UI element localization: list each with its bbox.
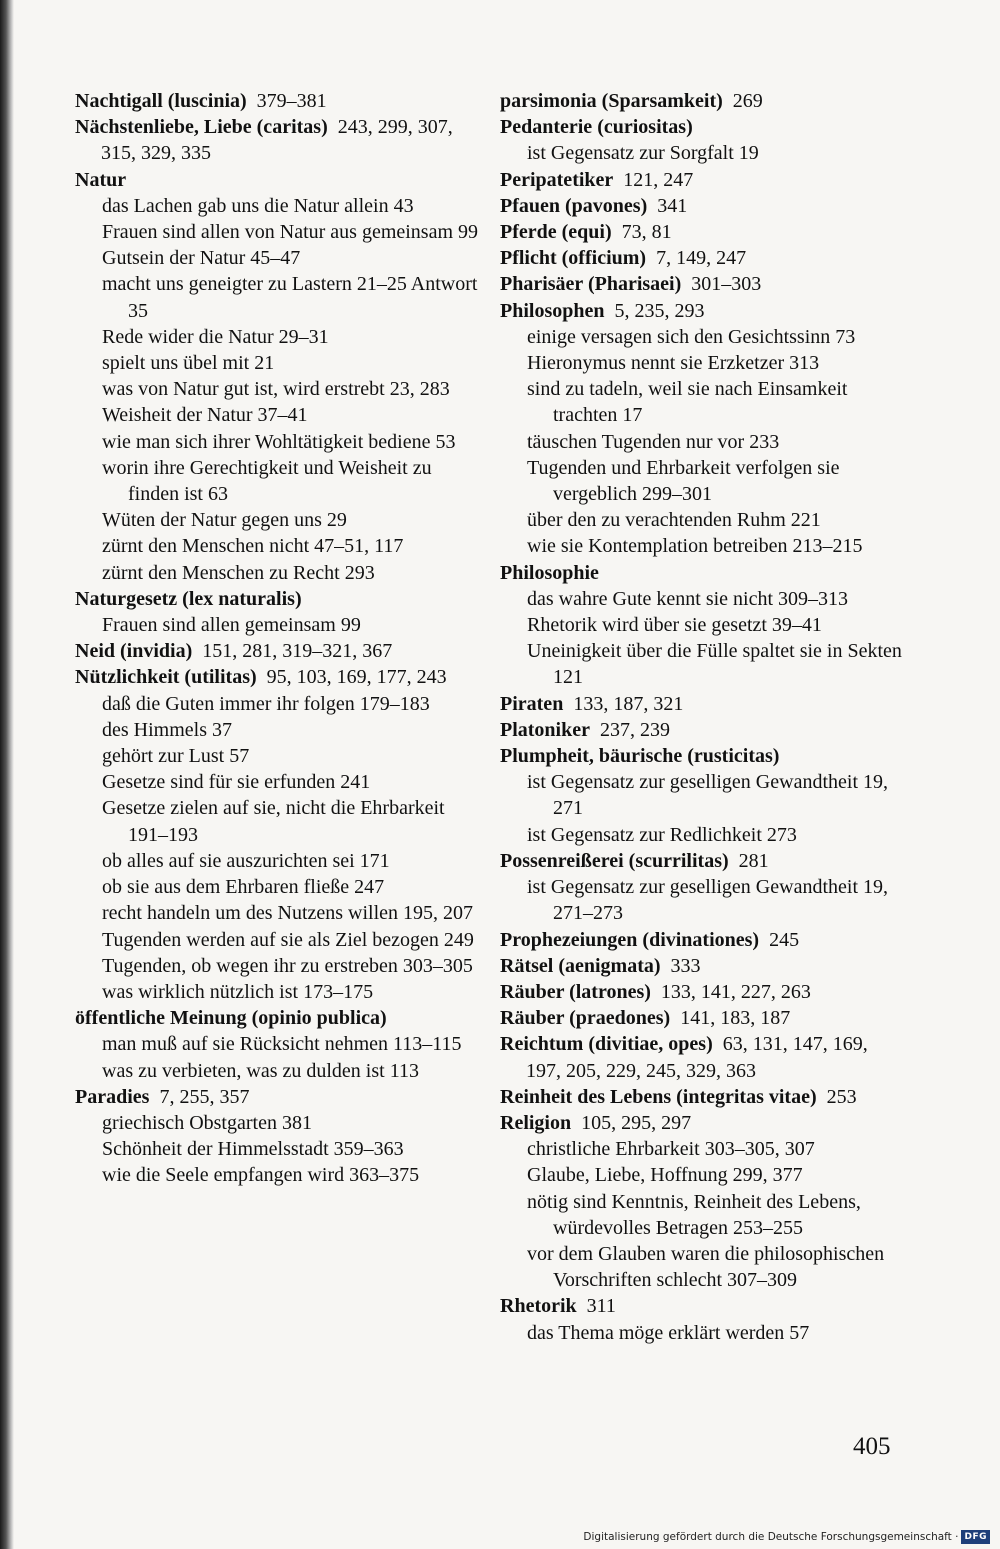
index-subentry — [500, 324, 905, 350]
index-subentry-text: Tugenden, ob wegen ihr zu erstreben 303–305 — [102, 954, 473, 977]
index-subentry-text: was von Natur gut ist, wird erstrebt 23, 283 — [102, 378, 450, 401]
index-entry — [75, 167, 480, 193]
index-term: Prophezeiungen (divinationes) — [500, 928, 760, 951]
index-term: Nächstenliebe, Liebe (caritas) — [75, 116, 328, 139]
page-number: 405 — [853, 1433, 891, 1460]
index-page-refs: 141, 183, 187 — [680, 1007, 791, 1030]
index-subentry — [75, 455, 480, 507]
index-term: Plumpheit, bäurische (rusticitas) — [500, 745, 780, 768]
index-page-refs: 73, 81 — [621, 221, 672, 244]
index-subentry — [75, 979, 480, 1005]
index-subentry — [500, 769, 905, 821]
index-entry — [500, 1110, 905, 1136]
index-subentry-text: ist Gegensatz zur Sorgfalt 19 — [527, 142, 759, 165]
index-page-refs: 5, 235, 293 — [614, 299, 705, 322]
index-subentry-text: zürnt den Menschen nicht 47–51, 117 — [102, 535, 404, 558]
index-subentry — [500, 638, 905, 690]
index-subentry — [500, 1189, 905, 1241]
index-page-refs: 133, 141, 227, 263 — [660, 980, 811, 1003]
index-entry — [500, 114, 905, 140]
index-subentry-text: daß die Guten immer ihr folgen 179–183 — [102, 692, 430, 715]
index-subentry-text: Weisheit der Natur 37–41 — [102, 404, 308, 427]
index-subentry-text: Frauen sind allen gemeinsam 99 — [102, 614, 361, 637]
index-subentry — [75, 848, 480, 874]
index-subentry-text: Rede wider die Natur 29–31 — [102, 325, 329, 348]
index-page-refs: 379–381 — [256, 90, 327, 112]
index-subentry — [500, 586, 905, 612]
index-subentry — [500, 612, 905, 638]
index-subentry-text: Tugenden werden auf sie als Ziel bezogen 249 — [102, 928, 474, 951]
index-term: Pferde (equi) — [500, 221, 612, 244]
index-entry — [500, 245, 905, 271]
index-subentry — [75, 691, 480, 717]
index-subentry — [500, 507, 905, 533]
index-term: Naturgesetz (lex naturalis) — [75, 587, 302, 610]
index-subentry — [500, 874, 905, 926]
index-subentry-text: wie sie Kontemplation betreiben 213–215 — [527, 535, 863, 558]
index-entry — [500, 193, 905, 219]
index-term: Reinheit des Lebens (integritas vitae) — [500, 1085, 817, 1108]
index-subentry-text: ist Gegensatz zur geselligen Gewandtheit 19, 271–273 — [527, 876, 888, 925]
index-entry — [500, 1031, 905, 1083]
index-entry — [500, 953, 905, 979]
index-subentry — [75, 874, 480, 900]
index-subentry — [75, 533, 480, 559]
index-entry — [500, 167, 905, 193]
index-term: Räuber (praedones) — [500, 1007, 671, 1030]
index-page-refs: 7, 149, 247 — [656, 247, 747, 270]
index-subentry-text: ob sie aus dem Ehrbaren fließe 247 — [102, 876, 385, 899]
index-entry — [500, 1293, 905, 1319]
index-term: Possenreißerei (scurrilitas) — [500, 849, 729, 872]
index-page-refs: 121, 247 — [623, 168, 694, 191]
index-page-refs: 105, 295, 297 — [581, 1111, 692, 1134]
index-term: Rhetorik — [500, 1295, 577, 1318]
index-page-refs: 63, 131, 147, 169, 197, 205, 229, 245, 329, 363 — [526, 1033, 868, 1082]
index-entry — [75, 1005, 480, 1031]
index-subentry — [75, 1136, 480, 1162]
index-term: Philosophen — [500, 299, 605, 322]
index-subentry-text: Gesetze sind für sie erfunden 241 — [102, 771, 371, 794]
footer-credit: Digitalisierung gefördert durch die Deutsche Forschungsgemeinschaft · — [583, 1531, 959, 1543]
index-subentry-text: das Lachen gab uns die Natur allein 43 — [102, 194, 414, 217]
index-subentry — [500, 455, 905, 507]
index-term: parsimonia (Sparsamkeit) — [500, 90, 723, 112]
index-subentry-text: das wahre Gute kennt sie nicht 309–313 — [527, 587, 849, 610]
index-page-refs: 253 — [826, 1085, 857, 1108]
index-subentry-text: was zu verbieten, was zu dulden ist 113 — [102, 1059, 419, 1082]
index-subentry-text: ob alles auf sie auszurichten sei 171 — [102, 849, 390, 872]
index-page-refs: 269 — [732, 90, 763, 112]
index-subentry — [75, 717, 480, 743]
index-subentry — [75, 560, 480, 586]
index-subentry — [500, 140, 905, 166]
index-subentry-text: täuschen Tugenden nur vor 233 — [527, 430, 780, 453]
index-subentry — [500, 533, 905, 559]
index-subentry — [75, 769, 480, 795]
index-subentry — [75, 1058, 480, 1084]
index-entry — [500, 1005, 905, 1031]
index-subentry — [75, 743, 480, 769]
index-subentry-text: Glaube, Liebe, Hoffnung 299, 377 — [527, 1164, 803, 1187]
index-subentry — [500, 429, 905, 455]
index-page-refs: 243, 299, 307, 315, 329, 335 — [101, 116, 453, 165]
index-page-refs: 311 — [586, 1295, 616, 1318]
index-term: Paradies — [75, 1085, 150, 1108]
index-subentry — [75, 1110, 480, 1136]
index-subentry-text: Gesetze zielen auf sie, nicht die Ehrbarkeit 191–193 — [102, 797, 445, 846]
index-subentry — [75, 219, 480, 245]
index-subentry-text: ist Gegensatz zur geselligen Gewandtheit 19, 271 — [527, 771, 888, 820]
index-page-refs: 133, 187, 321 — [573, 692, 684, 715]
index-subentry-text: zürnt den Menschen zu Recht 293 — [102, 561, 375, 584]
index-entry — [75, 664, 480, 690]
index-term: Räuber (latrones) — [500, 980, 651, 1003]
index-subentry — [75, 1031, 480, 1057]
index-subentry — [75, 1162, 480, 1188]
index-term: Natur — [75, 168, 127, 191]
index-term: Pedanterie (curiositas) — [500, 116, 693, 139]
index-subentry-text: nötig sind Kenntnis, Reinheit des Lebens, würdevolles Betragen 253–255 — [527, 1190, 861, 1239]
index-subentry-text: man muß auf sie Rücksicht nehmen 113–115 — [102, 1033, 462, 1056]
index-subentry — [75, 193, 480, 219]
index-subentry-text: christliche Ehrbarkeit 303–305, 307 — [527, 1138, 815, 1161]
index-subentry-text: sind zu tadeln, weil sie nach Einsamkeit trachten 17 — [527, 378, 848, 427]
index-subentry-text: des Himmels 37 — [102, 718, 232, 741]
index-term: Philosophie — [500, 561, 599, 584]
index-subentry-text: Rhetorik wird über sie gesetzt 39–41 — [527, 614, 822, 637]
index-page-refs: 301–303 — [691, 273, 762, 296]
index-subentry-text: wie die Seele empfangen wird 363–375 — [102, 1164, 420, 1187]
index-entry — [75, 586, 480, 612]
index-entry — [75, 1084, 480, 1110]
index-subentry — [75, 324, 480, 350]
index-page-refs: 151, 281, 319–321, 367 — [202, 640, 393, 663]
index-subentry-text: Tugenden und Ehrbarkeit verfolgen sie vergeblich 299–301 — [527, 456, 840, 506]
index-subentry-text: griechisch Obstgarten 381 — [102, 1111, 312, 1134]
index-entry — [75, 638, 480, 664]
index-entry — [500, 743, 905, 769]
index-entry — [500, 88, 905, 114]
digitization-footer — [583, 1530, 990, 1544]
index-subentry-text: ist Gegensatz zur Redlichkeit 273 — [527, 823, 797, 846]
index-subentry-text: einige versagen sich den Gesichtssinn 73 — [527, 325, 856, 348]
index-column-left — [75, 88, 480, 1189]
index-subentry-text: wie man sich ihrer Wohltätigkeit bediene 53 — [102, 430, 456, 453]
index-entry — [75, 114, 480, 166]
index-term: Nachtigall (luscinia) — [75, 90, 247, 112]
index-subentry-text: Wüten der Natur gegen uns 29 — [102, 509, 347, 532]
index-page-refs: 95, 103, 169, 177, 243 — [266, 666, 447, 689]
index-term: Peripatetiker — [500, 168, 614, 191]
index-subentry — [75, 900, 480, 926]
index-subentry — [500, 350, 905, 376]
dfg-logo: DFG — [961, 1530, 990, 1544]
index-subentry — [75, 429, 480, 455]
index-entry — [500, 1084, 905, 1110]
index-term: Platoniker — [500, 718, 590, 741]
index-subentry — [75, 350, 480, 376]
index-entry — [500, 271, 905, 297]
index-subentry-text: gehört zur Lust 57 — [102, 745, 250, 768]
index-subentry — [75, 376, 480, 402]
index-column-right — [500, 88, 905, 1346]
index-entry — [500, 848, 905, 874]
index-term: Pharisäer (Pharisaei) — [500, 273, 682, 296]
index-subentry — [75, 245, 480, 271]
index-subentry — [500, 1320, 905, 1346]
index-page-refs: 333 — [670, 954, 701, 977]
index-entry — [500, 717, 905, 743]
index-page-refs: 7, 255, 357 — [159, 1085, 250, 1108]
index-entry — [500, 298, 905, 324]
index-term: Pfauen (pavones) — [500, 194, 648, 217]
index-subentry — [75, 402, 480, 428]
index-entry — [500, 560, 905, 586]
index-page-refs: 281 — [738, 849, 769, 872]
index-subentry — [500, 1162, 905, 1188]
index-term: Pflicht (officium) — [500, 247, 647, 270]
index-term: Reichtum (divitiae, opes) — [500, 1033, 713, 1056]
index-subentry-text: spielt uns übel mit 21 — [102, 352, 275, 375]
index-subentry — [75, 927, 480, 953]
index-subentry — [500, 822, 905, 848]
index-subentry — [75, 271, 480, 323]
index-term: Piraten — [500, 692, 564, 715]
index-entry — [500, 979, 905, 1005]
index-entry — [500, 219, 905, 245]
index-subentry-text: macht uns geneigter zu Lastern 21–25 Antwort 35 — [102, 273, 478, 322]
index-page-refs: 237, 239 — [600, 718, 670, 741]
index-subentry — [75, 507, 480, 533]
index-subentry — [500, 376, 905, 428]
index-term: Nützlichkeit (utilitas) — [75, 666, 257, 689]
index-entry — [500, 927, 905, 953]
index-subentry-text: Schönheit der Himmelsstadt 359–363 — [102, 1138, 404, 1161]
index-entry — [500, 691, 905, 717]
index-subentry-text: Uneinigkeit über die Fülle spaltet sie in Sekten 121 — [527, 640, 902, 689]
index-subentry — [75, 612, 480, 638]
index-subentry — [500, 1241, 905, 1293]
index-subentry-text: recht handeln um des Nutzens willen 195, 207 — [102, 902, 474, 925]
index-term: Neid (invidia) — [75, 640, 193, 663]
index-subentry — [75, 795, 480, 847]
index-page-refs: 341 — [657, 194, 688, 217]
index-subentry-text: was wirklich nützlich ist 173–175 — [102, 980, 374, 1003]
index-subentry-text: worin ihre Gerechtigkeit und Weisheit zu finden ist 63 — [102, 456, 432, 506]
index-subentry — [500, 1136, 905, 1162]
index-subentry-text: vor dem Glauben waren die philosophischen Vorschriften schlecht 307–309 — [527, 1242, 885, 1292]
page-binding-edge — [0, 0, 14, 1549]
index-page-refs: 245 — [769, 928, 800, 951]
index-subentry — [75, 953, 480, 979]
index-term: Rätsel (aenigmata) — [500, 954, 661, 977]
index-term: öffentliche Meinung (opinio publica) — [75, 1007, 387, 1030]
index-subentry-text: Gutsein der Natur 45–47 — [102, 247, 301, 270]
index-subentry-text: über den zu verachtenden Ruhm 221 — [527, 509, 821, 532]
index-term: Religion — [500, 1111, 572, 1134]
index-subentry-text: Frauen sind allen von Natur aus gemeinsam 99 — [102, 221, 479, 244]
index-entry — [75, 88, 480, 114]
index-subentry-text: das Thema möge erklärt werden 57 — [527, 1321, 810, 1344]
index-subentry-text: Hieronymus nennt sie Erzketzer 313 — [527, 352, 820, 375]
